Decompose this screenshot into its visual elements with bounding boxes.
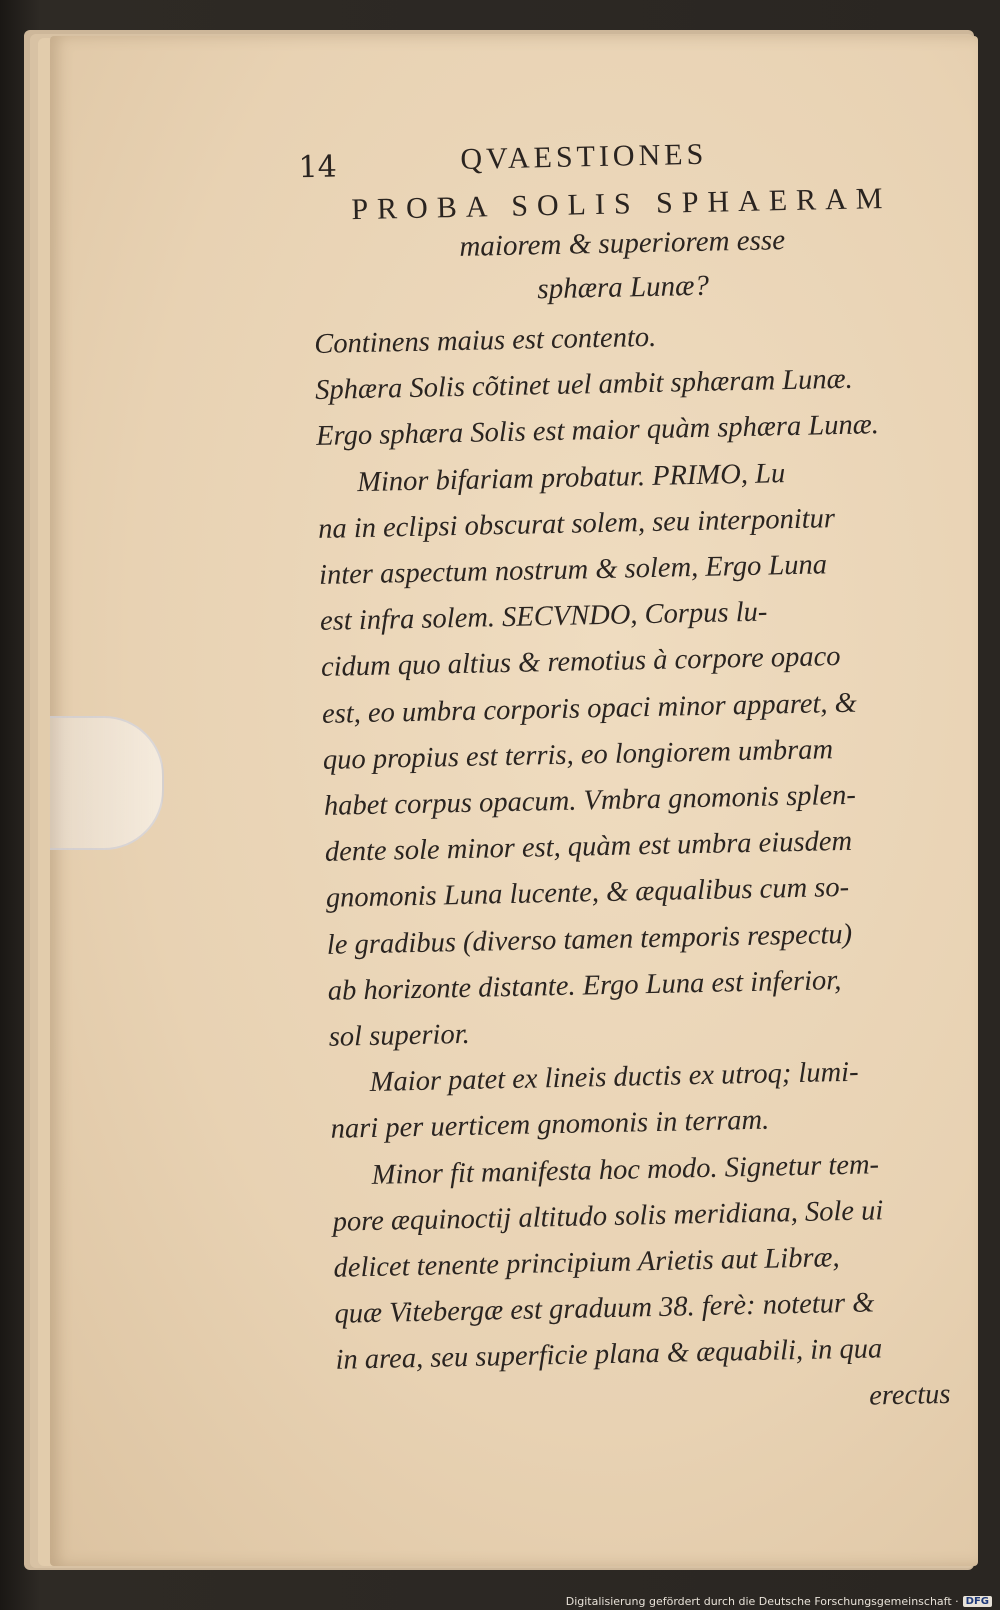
text-line: le gradibus (diverso tamen temporis respectu) <box>326 918 853 961</box>
text-line: dente sole minor est, quàm est umbra eiusdem <box>324 826 853 869</box>
credit-text: Digitalisierung gefördert durch die Deutsche Forschungsgemeinschaft · <box>565 1595 959 1608</box>
text-line: in area, seu superficie plana & æquabili, in qua <box>335 1333 883 1377</box>
digitization-credit <box>566 1595 992 1608</box>
text-line: Sphæra Solis cõtinet uel ambit sphæram Lunæ. <box>314 363 854 407</box>
text-line: Maior patet ex lineis ductis ex utroq; lumi- <box>369 1056 859 1099</box>
section-heading: PROBA SOLIS SPHAERAM <box>351 181 892 227</box>
text-line: est, eo umbra corporis opaci minor apparet, & <box>321 687 858 730</box>
text-line: Continens maius est contento. <box>313 321 657 360</box>
text-line: cidum quo altius & remotius à corpore opaco <box>320 641 841 684</box>
text-line: gnomonis Luna lucente, & æqualibus cum so- <box>325 872 850 915</box>
text-line: nari per uerticem gnomonis in terram. <box>330 1105 770 1146</box>
text-line: pore æquinoctij altitudo solis meridiana, Sole ui <box>332 1195 884 1238</box>
text-line: Ergo sphæra Solis est maior quàm sphæra Lunæ. <box>315 409 880 453</box>
text-line: habet corpus opacum. Vmbra gnomonis splen- <box>323 779 857 822</box>
text-line: ab horizonte distante. Ergo Luna est inferior, <box>327 964 842 1007</box>
page-number: 14 <box>298 149 338 186</box>
text-line: Minor fit manifesta hoc modo. Signetur tem- <box>371 1148 880 1191</box>
text-line: delicet tenente principium Arietis aut Libræ, <box>333 1242 840 1284</box>
text-line: quæ Vitebergæ est graduum 38. ferè: notetur & <box>334 1287 875 1331</box>
text-line: sol superior. <box>328 1018 471 1053</box>
page-text <box>298 127 957 1431</box>
text-line: quo propius est terris, eo longiorem umbram <box>322 734 834 776</box>
page-clip <box>50 716 164 850</box>
dfg-logo-icon: DFG <box>963 1596 992 1607</box>
catchword: erectus <box>868 1378 951 1412</box>
text-line: Minor bifariam probatur. PRIMO, Lu <box>356 457 786 498</box>
text-line: na in eclipsi obscurat solem, seu interponitur <box>317 502 836 545</box>
section-subheading: sphæra Lunæ? <box>537 269 710 306</box>
body-text <box>314 309 957 1431</box>
running-title: QVAESTIONES <box>460 137 708 176</box>
text-line: inter aspectum nostrum & solem, Ergo Luna <box>318 549 828 591</box>
section-subheading: maiorem & superiorem esse <box>459 224 786 263</box>
text-line: est infra solem. SECVNDO, Corpus lu- <box>319 596 768 638</box>
